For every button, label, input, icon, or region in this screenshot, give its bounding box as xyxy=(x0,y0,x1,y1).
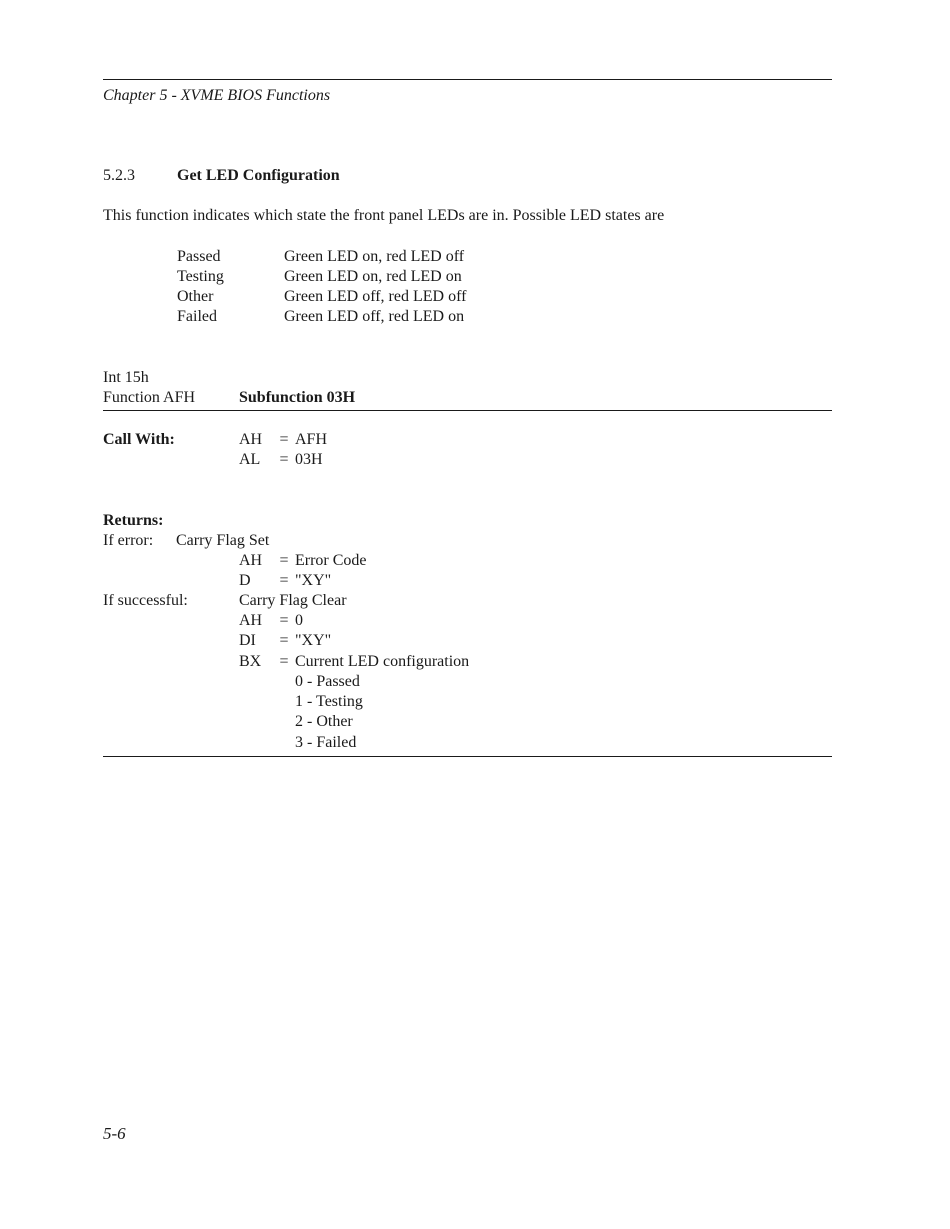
equals: = xyxy=(279,572,289,589)
led-state-label: Other xyxy=(177,288,214,305)
chapter-header: Chapter 5 - XVME BIOS Functions xyxy=(103,87,331,104)
value: "XY" xyxy=(295,632,332,649)
register: D xyxy=(239,572,251,589)
call-with-row xyxy=(239,450,323,470)
section-number: 5.2.3 xyxy=(103,167,135,184)
value: "XY" xyxy=(295,572,332,589)
value: 03H xyxy=(295,451,323,468)
error-row xyxy=(239,551,367,571)
function-code: Function AFH xyxy=(103,389,196,406)
success-row xyxy=(239,652,469,672)
led-config-item: 0 - Passed xyxy=(295,673,360,690)
call-with-row xyxy=(239,430,327,450)
value: Current LED configuration xyxy=(295,653,470,670)
equals: = xyxy=(279,451,289,468)
returns-label: Returns: xyxy=(103,512,164,529)
success-row xyxy=(239,611,303,631)
led-config-item: 1 - Testing xyxy=(295,693,363,710)
error-flag: Carry Flag Set xyxy=(176,532,270,549)
led-config-item: 3 - Failed xyxy=(295,734,357,751)
error-label: If error: xyxy=(103,532,154,549)
led-state-desc: Green LED on, red LED on xyxy=(284,268,462,285)
equals: = xyxy=(279,653,289,670)
value: Error Code xyxy=(295,552,367,569)
error-row xyxy=(239,571,331,591)
interrupt-number: Int 15h xyxy=(103,369,149,386)
led-state-label: Failed xyxy=(177,308,217,325)
led-state-desc: Green LED off, red LED off xyxy=(284,288,467,305)
equals: = xyxy=(279,552,289,569)
equals: = xyxy=(279,612,289,629)
register: DI xyxy=(239,632,256,649)
equals: = xyxy=(279,632,289,649)
intro-paragraph: This function indicates which state the front panel LEDs are in. Possible LED states are xyxy=(103,207,665,224)
success-label: If successful: xyxy=(103,592,188,609)
table-bottom-rule xyxy=(103,756,832,757)
equals: = xyxy=(279,431,289,448)
value: 0 xyxy=(295,612,303,629)
led-state-desc: Green LED off, red LED on xyxy=(284,308,465,325)
section-title: Get LED Configuration xyxy=(177,167,340,184)
register: AL xyxy=(239,451,261,468)
call-with-label: Call With: xyxy=(103,431,175,448)
subfunction-code: Subfunction 03H xyxy=(239,389,356,406)
table-top-rule xyxy=(103,410,832,411)
led-state-label: Testing xyxy=(177,268,224,285)
led-config-item: 2 - Other xyxy=(295,713,353,730)
register: AH xyxy=(239,552,263,569)
page-number: 5-6 xyxy=(103,1124,126,1143)
led-state-desc: Green LED on, red LED off xyxy=(284,248,465,265)
success-row xyxy=(239,631,331,651)
value: AFH xyxy=(295,431,328,448)
register: AH xyxy=(239,612,263,629)
success-flag: Carry Flag Clear xyxy=(239,592,347,609)
register: AH xyxy=(239,431,263,448)
register: BX xyxy=(239,653,262,670)
led-state-label: Passed xyxy=(177,248,221,265)
header-rule xyxy=(103,79,832,80)
